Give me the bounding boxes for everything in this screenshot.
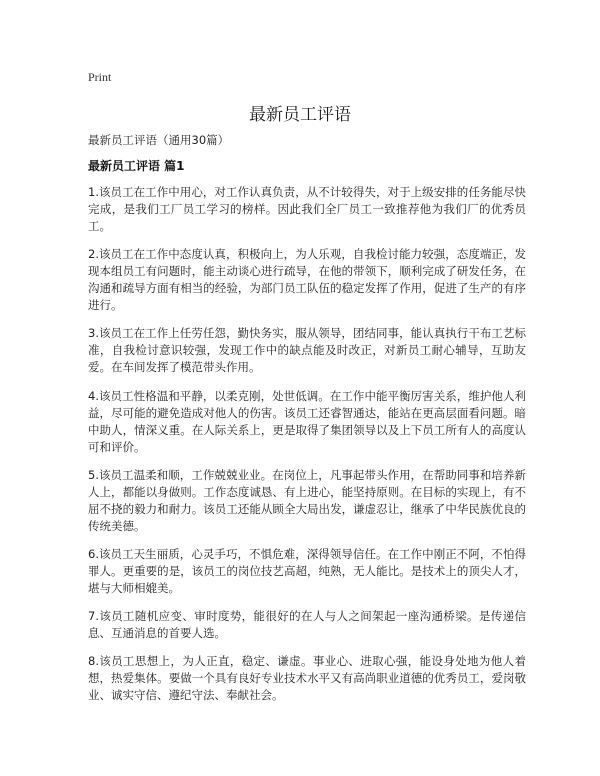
review-paragraph-5: 5.该员工温柔和顺，工作兢兢业业。在岗位上，凡事起带头作用，在帮助同事和培养新人上，都能以身做则。工作态度诚恳、有上进心，能坚持原则。在目标的实现上，有不屈不挠的毅力和耐力。该员工还能从顾全大局出发，谦虚忍让，继承了中华民族优良的传统美德。 (88, 467, 526, 533)
review-paragraph-6: 6.该员工天生丽质，心灵手巧，不惧危难，深得领导信任。在工作中刚正不阿，不怕得罪人。更重要的是，该员工的岗位技艺高超，纯熟，无人能比。是技术上的顶尖人才，堪与大师相媲美。 (88, 546, 526, 595)
print-label: Print (88, 70, 112, 84)
review-paragraph-2: 2.该员工在工作中态度认真，积极向上，为人乐观，自我检讨能力较强，态度端正，发现本组员工有问题时，能主动谈心进行疏导，在他的带领下，顺利完成了研发任务，在沟通和疏导方面有相当的经验，为部门员工队伍的稳定发挥了作用，促进了生产的有序进行。 (88, 247, 526, 313)
review-paragraph-1: 1.该员工在工作中用心，对工作认真负责，从不计较得失，对于上级安排的任务能尽快完成，是我们工厂员工学习的榜样。因此我们全厂员工一致推荐他为我们厂的优秀员工。 (88, 185, 526, 233)
review-paragraph-7: 7.该员工随机应变、审时度势，能很好的在人与人之间架起一座沟通桥梁。是传递信息、互通消息的首要人选。 (88, 609, 526, 641)
review-paragraph-8: 8.该员工思想上，为人正直，稳定、谦虚。事业心、进取心强，能设身处地为他人着想，热爱集体。要做一个具有良好专业技术水平又有高尚职业道德的优秀员工，爱岗敬业、诚实守信、遵纪守法、奉献社会。 (88, 654, 526, 703)
document-body (88, 132, 526, 716)
review-paragraph-4: 4.该员工性格温和平静，以柔克刚，处世低调。在工作中能平衡厉害关系，维护他人利益，尽可能的避免造成对他人的伤害。该员工还睿智通达，能站在更高层面看问题。暗中助人，情深义重。在人际关系上，更是取得了集团领导以及上下员工所有人的高度认可和评价。 (88, 388, 526, 454)
document-title: 最新员工评语 (249, 105, 351, 125)
review-paragraph-3: 3.该员工在工作上任劳任怨，勤快务实，服从领导，团结同事，能认真执行干布工艺标准，自我检讨意识较强，发现工作中的缺点能及时改正，对新员工耐心辅导，互助友爱。在车间发挥了模范带头作用。 (88, 326, 526, 375)
document-subtitle: 最新员工评语（通用30篇） (88, 133, 230, 147)
section-heading: 最新员工评语 篇1 (88, 159, 185, 173)
